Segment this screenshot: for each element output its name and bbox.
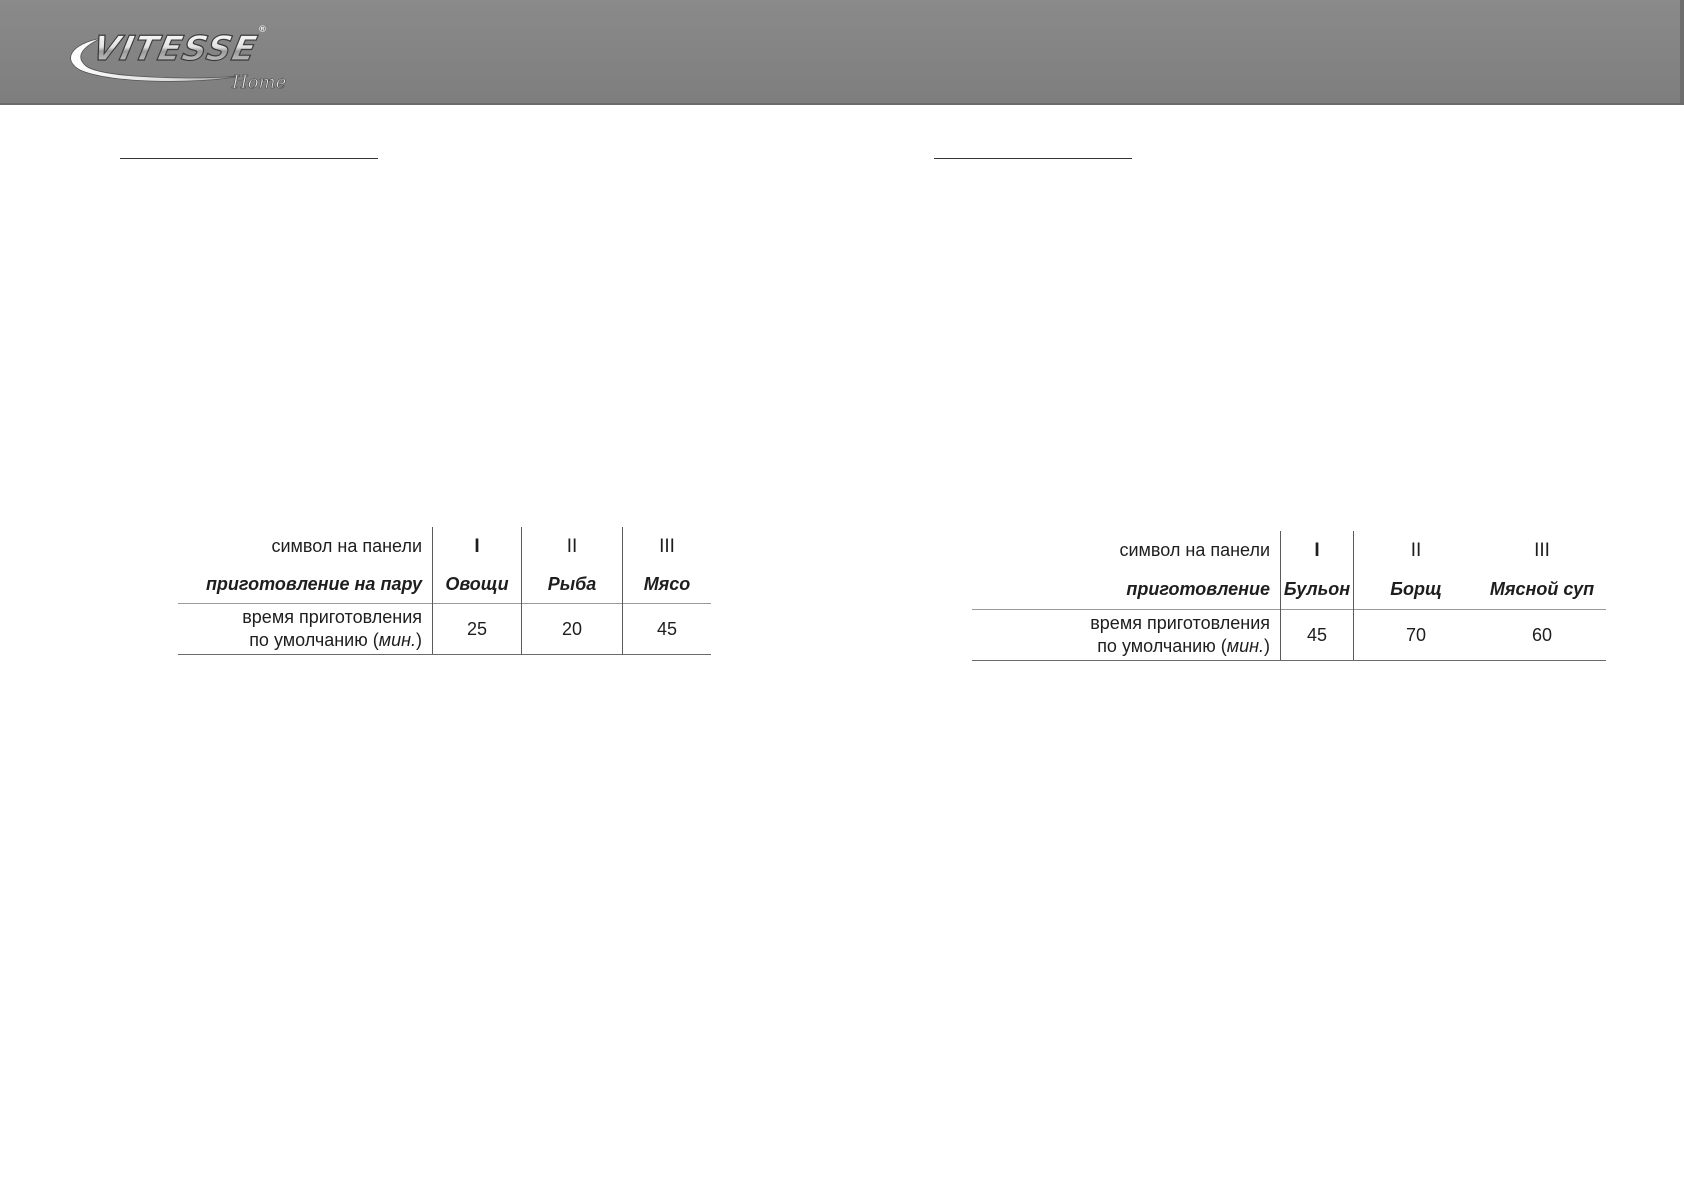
time-label-close: ) — [416, 630, 422, 650]
time-label-line1: время приготовления — [1090, 613, 1270, 633]
time-cell: 60 — [1478, 610, 1606, 661]
symbol-row-label: символ на панели — [972, 531, 1281, 569]
mode-cell: Борщ — [1354, 569, 1479, 610]
header-edge — [1680, 0, 1684, 103]
section-rule-left — [120, 158, 378, 159]
symbol-row — [178, 527, 711, 565]
time-row — [178, 604, 711, 655]
vitesse-home-logo — [62, 18, 312, 98]
time-cell: 25 — [433, 604, 522, 655]
time-cell: 45 — [623, 604, 712, 655]
symbol-cell: I — [1314, 539, 1320, 561]
time-label-close: ) — [1264, 636, 1270, 656]
mode-row — [972, 569, 1606, 610]
steam-cooking-table — [178, 527, 711, 655]
time-label-line1: время приготовления — [242, 607, 422, 627]
mode-cell: Мясо — [643, 573, 691, 594]
time-row — [972, 610, 1606, 661]
symbol-cell: I — [433, 527, 522, 565]
time-row-label — [972, 610, 1281, 661]
time-unit: мин. — [378, 630, 416, 650]
time-cell: 45 — [1281, 610, 1354, 661]
symbol-row — [972, 531, 1606, 569]
symbol-cell: III — [659, 535, 675, 557]
section-rule-right — [934, 158, 1132, 159]
time-label-line2: по умолчанию ( — [249, 630, 379, 650]
mode-row-label: приготовление — [972, 569, 1281, 610]
time-row-label — [178, 604, 433, 655]
svg-text:®: ® — [258, 25, 267, 35]
time-unit: мин. — [1226, 636, 1264, 656]
time-label-line2: по умолчанию ( — [1097, 636, 1227, 656]
time-cell: 70 — [1354, 610, 1479, 661]
time-cell: 20 — [522, 604, 623, 655]
mode-cell: Мясной суп — [1489, 578, 1595, 599]
mode-cell: Рыба — [522, 565, 623, 604]
symbol-cell: III — [1534, 539, 1550, 561]
mode-cell: Овощи — [433, 565, 522, 604]
svg-text:VITESSE: VITESSE — [89, 29, 261, 69]
mode-row-label: приготовление на пару — [178, 565, 433, 604]
svg-text:Home: Home — [232, 72, 287, 93]
symbol-cell: II — [1354, 531, 1479, 569]
symbol-cell: II — [522, 527, 623, 565]
mode-cell: Бульон — [1283, 578, 1351, 599]
mode-row — [178, 565, 711, 604]
header-band — [0, 0, 1684, 105]
symbol-row-label: символ на панели — [178, 527, 433, 565]
soup-cooking-table — [972, 531, 1606, 661]
